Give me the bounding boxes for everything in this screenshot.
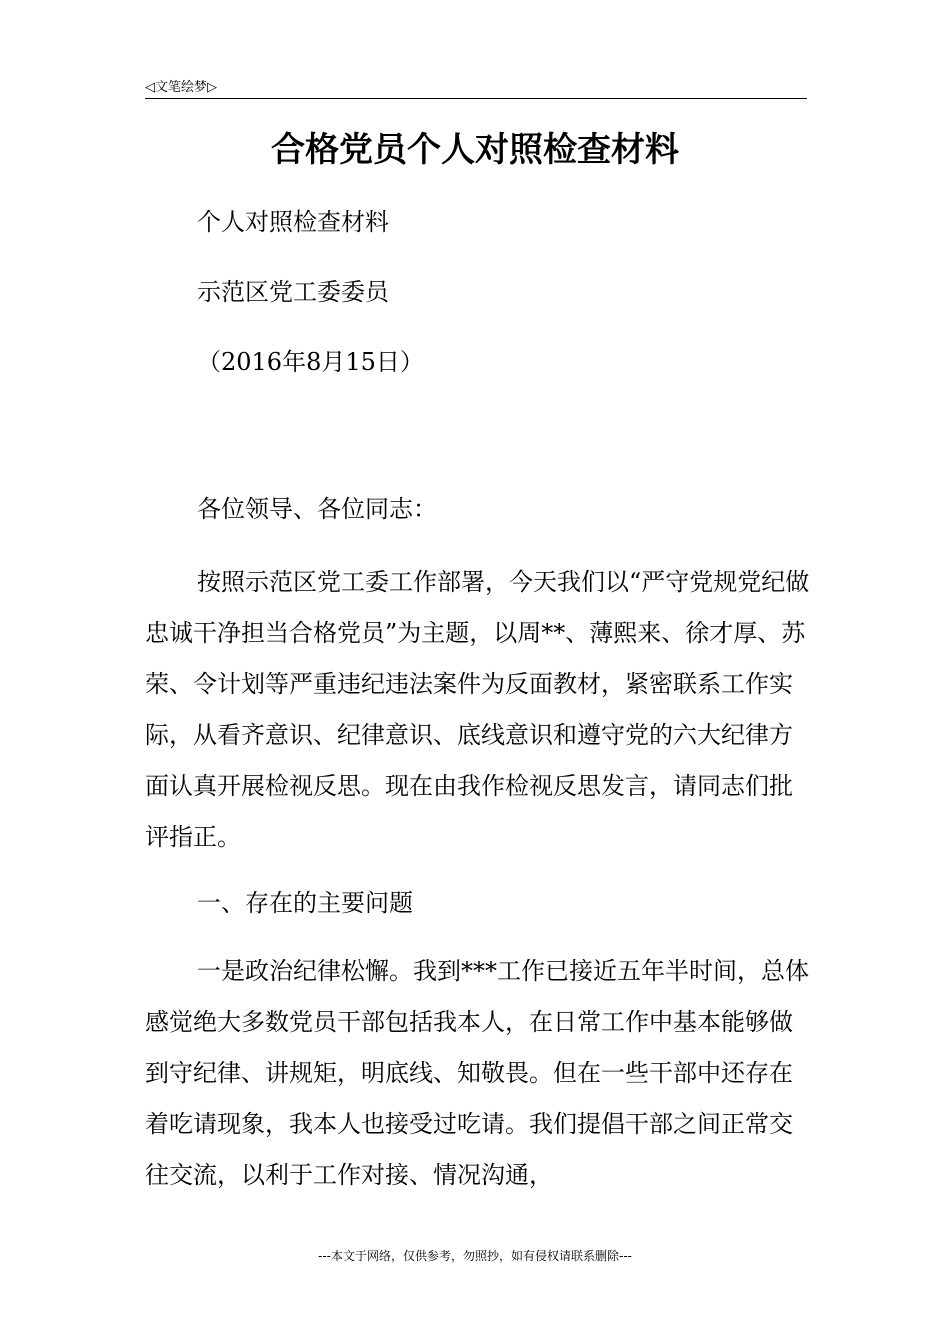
document-subtitle: 个人对照检查材料 [197,208,389,236]
header-divider [145,98,807,99]
section-heading: 一、存在的主要问题 [197,889,413,917]
document-title: 合格党员个人对照检查材料 [271,130,679,170]
footer-notice: ---本文于网络，仅供参考，勿照抄，如有侵权请联系删除--- [318,1249,632,1263]
salutation: 各位领导、各位同志： [197,495,437,523]
paragraph-intro: 按照示范区党工委工作部署，今天我们以“严守党规党纪做忠诚干净担当合格党员”为主题，以周**、薄熙来、徐才厚、苏荣、令计划等严重违纪违法案件为反面教材，紧密联系工作实际，从看齐意识、纪律意识、底线意识和遵守党的六大纪律方面认真开展检视反思。现在由我作检视反思发言，请同志们批评指正。 [145,568,810,851]
paragraph-political-discipline: 一是政治纪律松懈。我到***工作已接近五年半时间，总体感觉绝大多数党员干部包括我本人，在日常工作中基本能够做到守纪律、讲规矩，明底线、知敬畏。但在一些干部中还存在着吃请现象，我本人也接受过吃请。我们提倡干部之间正常交往交流，以利于工作对接、情况沟通， [145,957,809,1189]
document-author: 示范区党工委委员 [197,278,389,306]
document-date: （2016年8月15日） [197,348,424,376]
header-brand: ◁文笔绘梦▷ [145,80,217,95]
